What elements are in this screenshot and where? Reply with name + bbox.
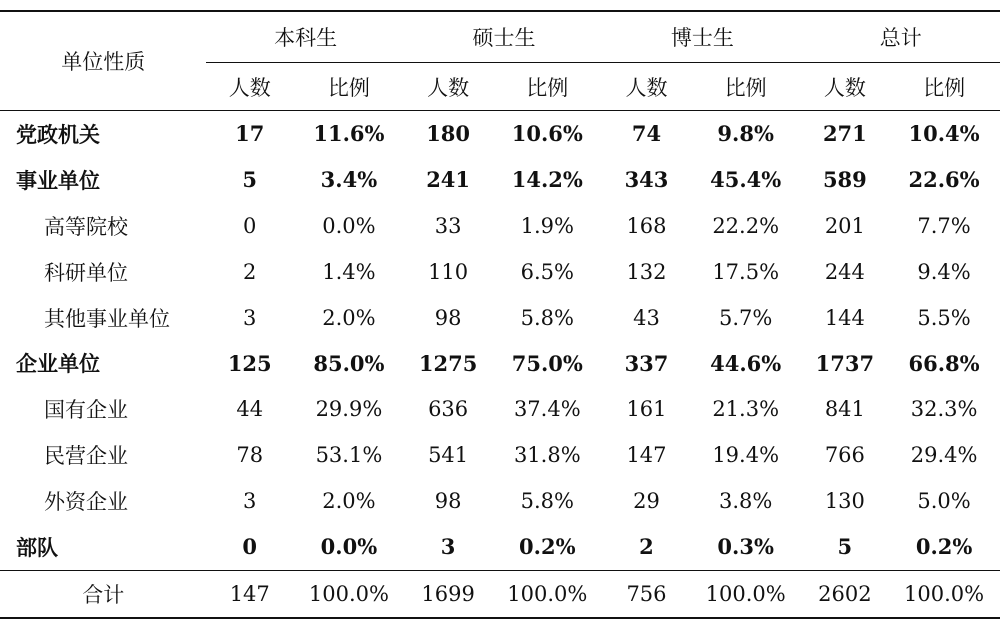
cell-count: 3	[243, 305, 257, 330]
cell-count: 5	[242, 167, 258, 193]
cell-ratio: 75.0%	[511, 350, 583, 376]
row-label: 党政机关	[16, 121, 100, 147]
cell-count: 161	[626, 397, 667, 422]
cell-count: 98	[434, 305, 462, 330]
table-row	[0, 478, 1000, 524]
cell-count: 244	[824, 259, 865, 284]
table-row	[0, 432, 1000, 478]
cell-ratio: 32.3%	[910, 397, 978, 422]
cell-ratio: 31.8%	[513, 443, 581, 468]
cell-count: 147	[626, 443, 667, 468]
cell-count: 33	[434, 213, 462, 238]
cell-ratio: 29.4%	[910, 443, 978, 468]
cell-ratio: 100.0%	[308, 581, 389, 606]
cell-count: 841	[824, 397, 865, 422]
row-label: 民营企业	[44, 444, 128, 469]
table-row-total	[0, 570, 1000, 618]
sub-header-count: 人数	[427, 75, 470, 100]
cell-ratio: 14.2%	[511, 167, 583, 193]
cell-ratio: 45.4%	[710, 167, 782, 193]
cell-count: 168	[626, 213, 667, 238]
cell-count: 180	[426, 121, 471, 147]
group-header-undergrad	[206, 11, 404, 63]
cell-ratio: 9.4%	[917, 259, 971, 284]
cell-ratio: 66.8%	[908, 350, 980, 376]
cell-ratio: 5.5%	[917, 305, 971, 330]
cell-ratio: 17.5%	[712, 259, 780, 284]
sub-header-ratio: 比例	[923, 75, 966, 100]
table-header	[0, 11, 1000, 111]
group-header-total-text: 总计	[879, 26, 922, 50]
cell-ratio: 3.8%	[718, 489, 773, 514]
cell-count: 1275	[418, 350, 478, 376]
header-row-groups	[0, 11, 1000, 63]
cell-count: 110	[428, 259, 469, 284]
cell-ratio: 7.7%	[917, 213, 971, 238]
cell-count: 1699	[421, 581, 475, 606]
cell-count: 29	[633, 489, 660, 514]
cell-ratio: 21.3%	[712, 397, 780, 422]
cell-count: 78	[236, 443, 264, 468]
cell-ratio: 1.9%	[520, 213, 574, 238]
cell-ratio: 5.7%	[718, 305, 773, 330]
cell-ratio: 5.8%	[520, 305, 574, 330]
cell-count: 241	[426, 167, 471, 193]
cell-ratio: 0.0%	[322, 213, 376, 238]
cell-ratio: 6.5%	[520, 259, 574, 284]
group-header-master-text: 硕士生	[472, 26, 536, 50]
cell-count: 201	[824, 213, 865, 238]
row-label: 其他事业单位	[44, 306, 170, 331]
sub-header-count: 人数	[823, 75, 866, 100]
cell-ratio: 0.2%	[915, 534, 973, 560]
table-row	[0, 524, 1000, 570]
group-header-doctor	[603, 11, 801, 63]
sub-header-count: 人数	[625, 75, 668, 100]
row-label: 事业单位	[16, 167, 100, 193]
cell-count: 636	[428, 397, 469, 422]
cell-ratio: 44.6%	[710, 350, 782, 376]
cell-count: 98	[434, 489, 462, 514]
cell-count: 766	[824, 443, 865, 468]
cell-ratio: 2.0%	[322, 305, 376, 330]
total-label: 合计	[82, 582, 125, 607]
cell-ratio: 100.0%	[705, 581, 786, 606]
row-label-header: 单位性质	[61, 50, 146, 74]
cell-ratio: 100.0%	[904, 581, 985, 606]
sub-header-ratio: 比例	[724, 75, 767, 100]
row-label: 科研单位	[44, 260, 128, 285]
cell-count: 343	[624, 167, 669, 193]
cell-ratio: 22.6%	[908, 167, 980, 193]
row-label: 高等院校	[44, 214, 128, 239]
group-header-undergrad-text: 本科生	[274, 26, 338, 50]
group-header-doctor-text: 博士生	[670, 26, 734, 50]
cell-ratio: 2.0%	[322, 489, 376, 514]
cell-ratio: 10.4%	[908, 121, 980, 147]
cell-ratio: 22.2%	[712, 213, 780, 238]
table-row	[0, 203, 1000, 249]
sub-header-ratio: 比例	[327, 75, 370, 100]
cell-count: 17	[235, 121, 265, 147]
row-label: 外资企业	[44, 490, 128, 515]
table-row	[0, 340, 1000, 386]
cell-ratio: 3.4%	[320, 167, 378, 193]
sub-header-ratio: 比例	[526, 75, 569, 100]
cell-count: 147	[229, 581, 270, 606]
table-body	[0, 111, 1000, 618]
sub-header-count: 人数	[228, 75, 271, 100]
cell-count: 5	[837, 534, 853, 560]
cell-count: 43	[633, 305, 660, 330]
cell-ratio: 5.8%	[520, 489, 574, 514]
cell-ratio: 19.4%	[712, 443, 780, 468]
cell-ratio: 11.6%	[313, 121, 385, 147]
row-label: 国有企业	[44, 398, 128, 423]
cell-count: 132	[626, 259, 667, 284]
cell-count: 1737	[815, 350, 875, 376]
cell-ratio: 29.9%	[315, 397, 383, 422]
cell-ratio: 0.2%	[519, 534, 576, 560]
cell-count: 2	[639, 534, 654, 560]
cell-ratio: 100.0%	[507, 581, 588, 606]
cell-ratio: 53.1%	[315, 443, 383, 468]
cell-count: 589	[822, 167, 867, 193]
cell-count: 130	[824, 489, 865, 514]
cell-count: 125	[227, 350, 272, 376]
cell-ratio: 9.8%	[717, 121, 774, 147]
group-header-total	[802, 11, 1000, 63]
cell-count: 337	[624, 350, 669, 376]
cell-count: 0	[242, 534, 258, 560]
group-header-master	[405, 11, 603, 63]
cell-count: 74	[631, 121, 662, 147]
cell-count: 541	[428, 443, 469, 468]
cell-ratio: 5.0%	[917, 489, 971, 514]
row-label: 企业单位	[16, 351, 100, 377]
cell-count: 271	[822, 121, 867, 147]
cell-ratio: 37.4%	[513, 397, 581, 422]
table-row	[0, 386, 1000, 432]
table-row	[0, 157, 1000, 203]
cell-count: 44	[236, 397, 264, 422]
cell-count: 0	[243, 213, 257, 238]
row-label: 部队	[16, 534, 58, 560]
cell-ratio: 0.0%	[320, 534, 378, 560]
cell-ratio: 10.6%	[511, 121, 583, 147]
table-row	[0, 295, 1000, 341]
cell-count: 2602	[818, 581, 872, 606]
employment-table	[0, 10, 1000, 619]
table-row	[0, 249, 1000, 295]
table-row	[0, 111, 1000, 157]
cell-count: 3	[440, 534, 456, 560]
cell-count: 2	[243, 259, 257, 284]
cell-count: 756	[626, 581, 667, 606]
cell-count: 144	[824, 305, 865, 330]
cell-ratio: 1.4%	[322, 259, 376, 284]
cell-ratio: 0.3%	[717, 534, 774, 560]
cell-count: 3	[243, 489, 257, 514]
cell-ratio: 85.0%	[313, 350, 385, 376]
